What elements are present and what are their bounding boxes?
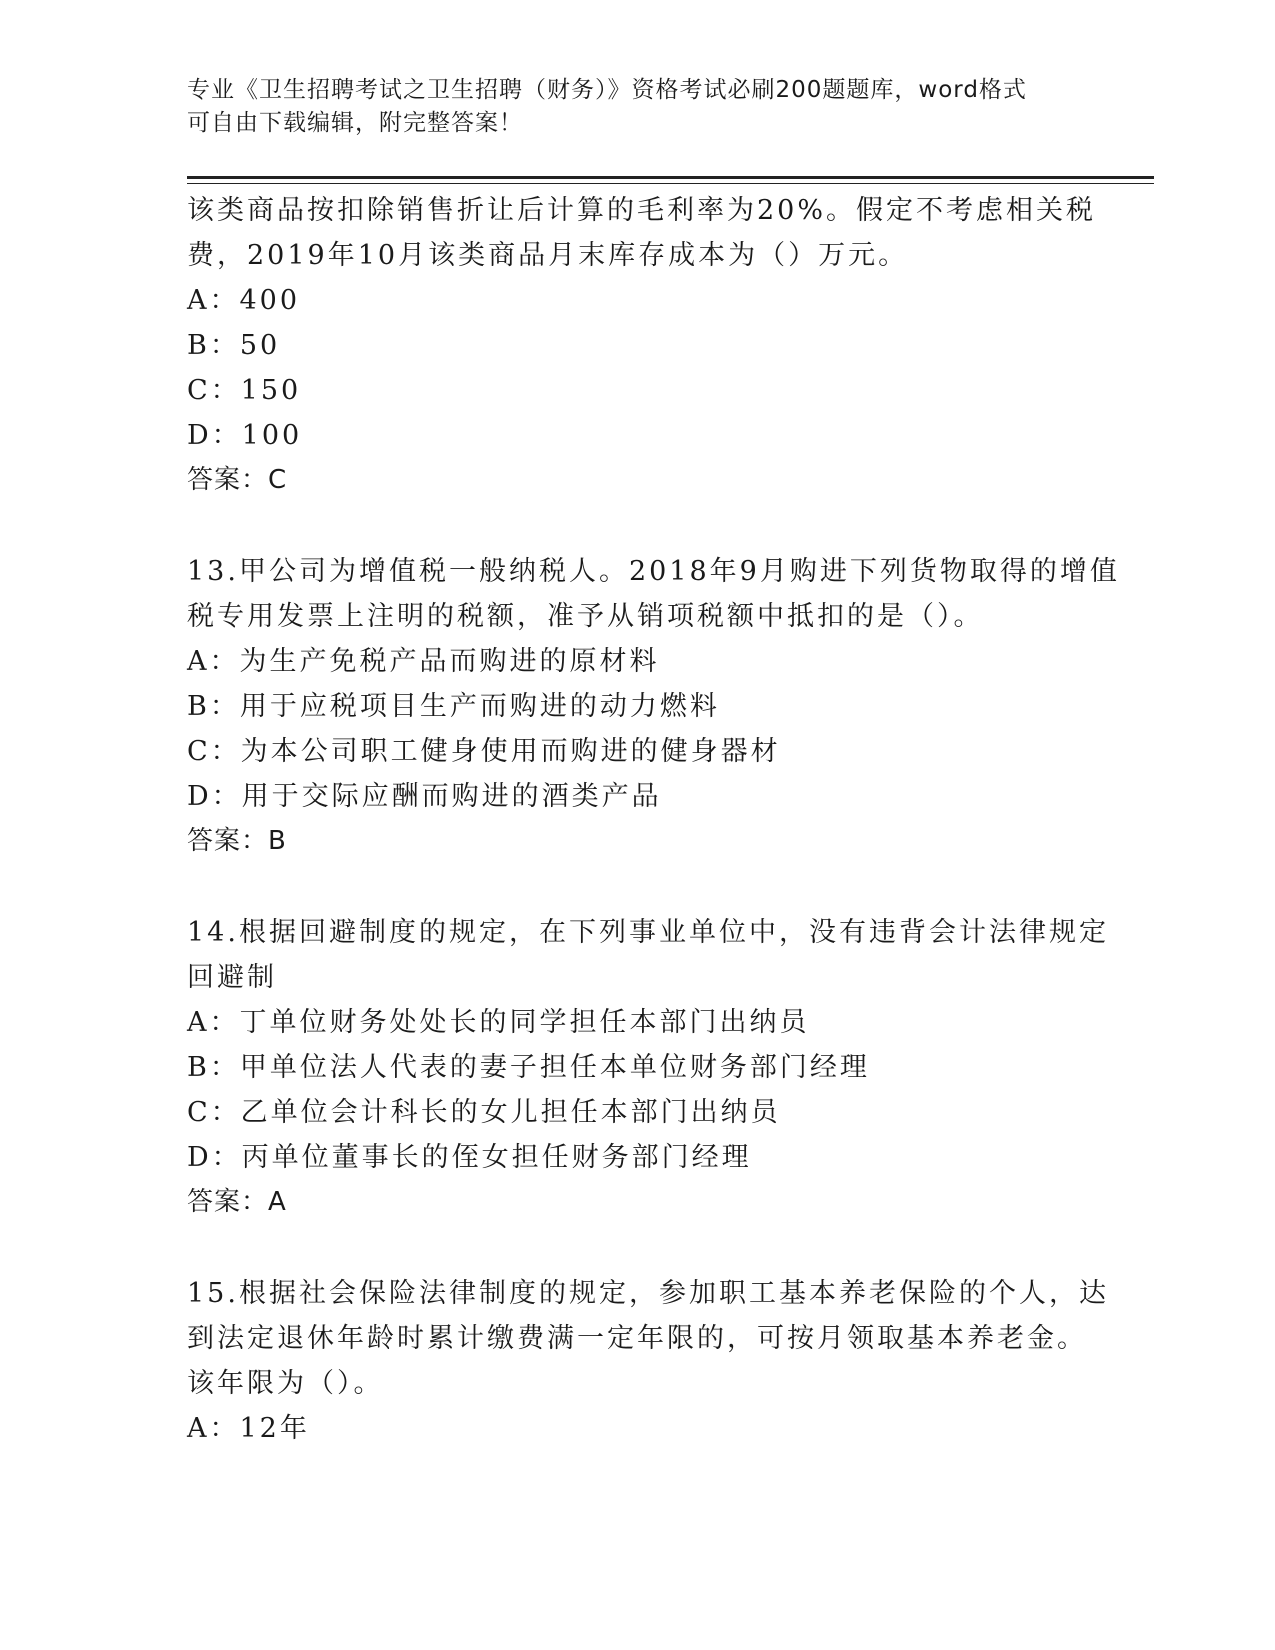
question-stem-line: 费，2019年10月该类商品月末库存成本为（）万元。: [187, 240, 909, 271]
question-stem-line: 13.甲公司为增值税一般纳税人。2018年9月购进下列货物取得的增值: [187, 556, 1120, 587]
option-a: A：400: [187, 285, 301, 316]
answer-label: 答案：B: [187, 826, 287, 856]
question-15: [187, 1271, 1147, 1451]
option-d: D：用于交际应酬而购进的酒类产品: [187, 781, 662, 812]
question-stem-line: 回避制: [187, 962, 277, 993]
question-stem-line: 15.根据社会保险法律制度的规定，参加职工基本养老保险的个人，达: [187, 1278, 1109, 1309]
option-d: D：100: [187, 420, 303, 451]
question-stem-line: 该年限为（）。: [187, 1368, 384, 1399]
question-13: [187, 549, 1147, 864]
header-title-line-2: 可自由下载编辑，附完整答案！: [187, 110, 523, 136]
question-stem-line: 14.根据回避制度的规定，在下列事业单位中，没有违背会计法律规定: [187, 917, 1109, 948]
header-title-line-1: 专业《卫生招聘考试之卫生招聘（财务）》资格考试必刷200题题库，word格式: [187, 77, 1027, 103]
question-stem-line: 该类商品按扣除销售折让后计算的毛利率为20%。假定不考虑相关税: [187, 195, 1097, 226]
answer-label: 答案：A: [187, 1187, 287, 1217]
option-d: D：丙单位董事长的侄女担任财务部门经理: [187, 1142, 752, 1173]
option-c: C：150: [187, 375, 302, 406]
answer-label: 答案：C: [187, 465, 288, 495]
option-a: A：12年: [187, 1413, 310, 1444]
option-c: C：为本公司职工健身使用而购进的健身器材: [187, 736, 781, 767]
document-header: [187, 74, 1087, 140]
option-b: B：用于应税项目生产而购进的动力燃料: [187, 691, 720, 722]
option-a: A：为生产免税产品而购进的原材料: [187, 646, 660, 677]
option-c: C：乙单位会计科长的女儿担任本部门出纳员: [187, 1097, 781, 1128]
header-divider-thick: [187, 176, 1154, 179]
question-stem-line: 到法定退休年龄时累计缴费满一定年限的，可按月领取基本养老金。: [187, 1323, 1087, 1354]
option-b: B：甲单位法人代表的妻子担任本单位财务部门经理: [187, 1052, 870, 1083]
spacer: [187, 1225, 1147, 1271]
question-12: [187, 188, 1147, 503]
spacer: [187, 503, 1147, 549]
header-divider-thin: [187, 183, 1154, 184]
spacer: [187, 864, 1147, 910]
question-14: [187, 910, 1147, 1225]
question-list: [187, 188, 1147, 1451]
question-stem-line: 税专用发票上注明的税额，准予从销项税额中抵扣的是（）。: [187, 601, 984, 632]
option-b: B：50: [187, 330, 281, 361]
option-a: A：丁单位财务处处长的同学担任本部门出纳员: [187, 1007, 810, 1038]
